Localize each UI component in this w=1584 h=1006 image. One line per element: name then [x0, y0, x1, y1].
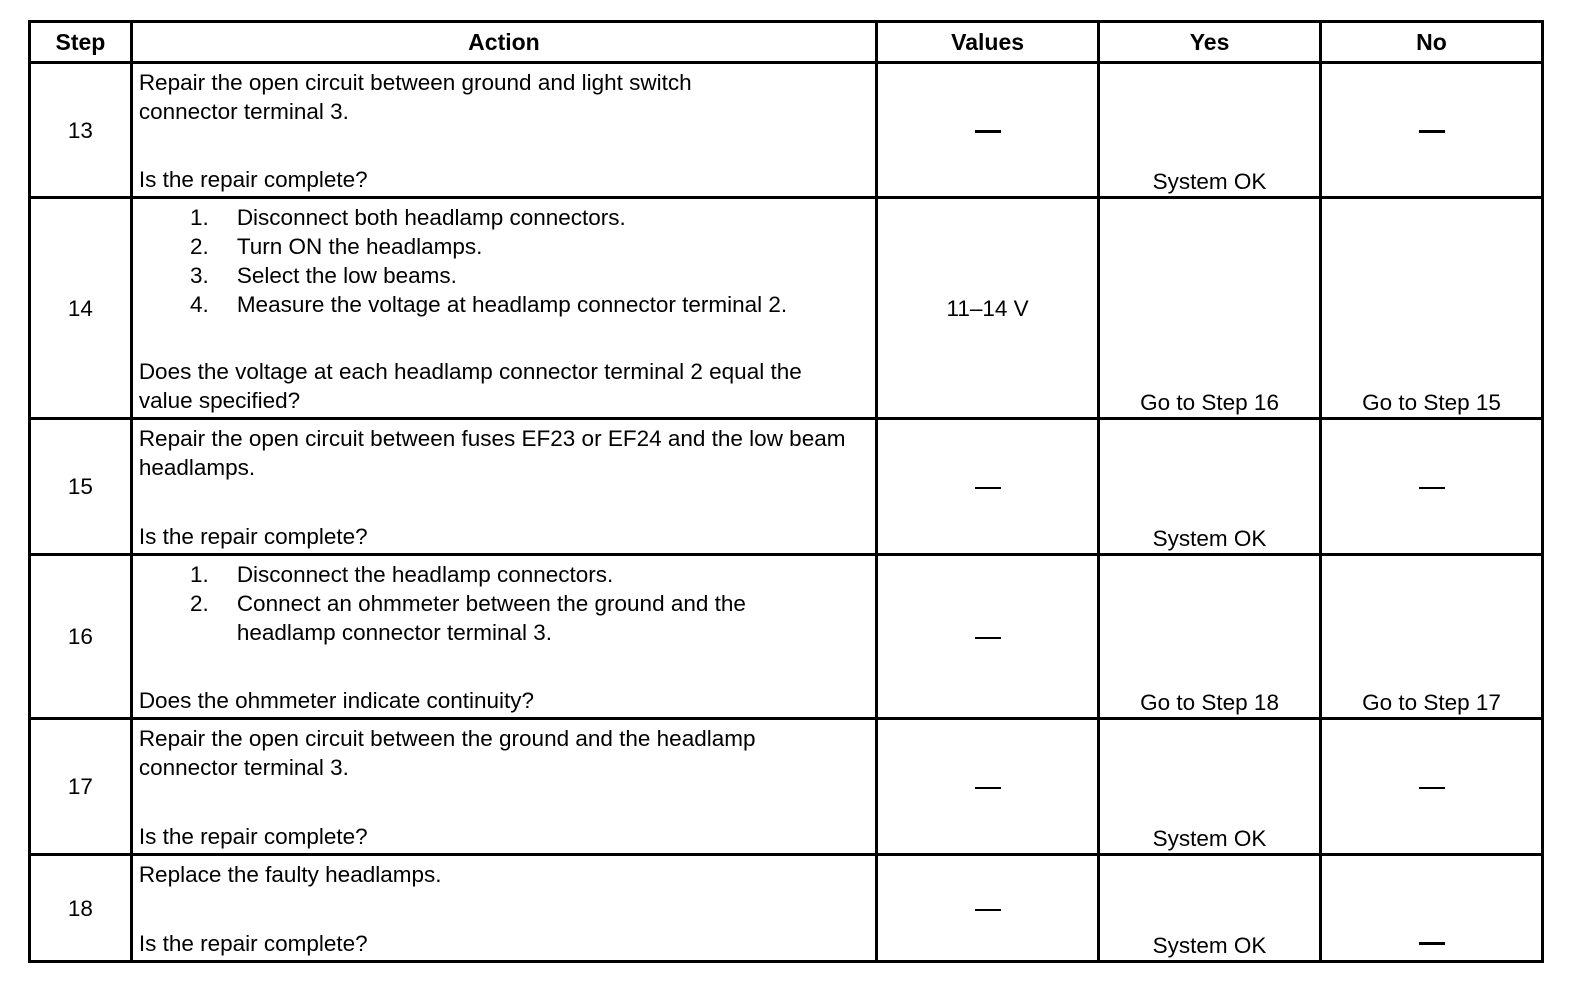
yes-cell: Go to Step 16 — [1099, 198, 1321, 419]
dash-value — [1419, 130, 1445, 133]
dash-value — [975, 787, 1001, 789]
action-cell — [131, 63, 876, 198]
header-values: Values — [877, 22, 1099, 63]
procedure-item: 1. Disconnect both headlamp connectors. — [190, 205, 626, 230]
action-question: Is the repair complete? — [138, 824, 368, 849]
header-no: No — [1321, 22, 1543, 63]
yes-cell: System OK — [1099, 855, 1321, 962]
step-number: 16 — [30, 555, 132, 719]
dash-value — [975, 130, 1001, 133]
action-question: Is the repair complete? — [138, 931, 368, 956]
procedure-item: 1. Disconnect the headlamp connectors. — [190, 562, 614, 587]
no-cell: Go to Step 17 — [1321, 555, 1543, 719]
no-cell — [1321, 719, 1543, 855]
no-cell: Go to Step 15 — [1321, 198, 1543, 419]
procedure-item: 2. Connect an ohmmeter between the ground and the headlamp connector terminal 3. — [190, 591, 746, 645]
dash-value — [975, 637, 1001, 639]
header-yes: Yes — [1099, 22, 1321, 63]
header-row — [30, 22, 1543, 63]
table-row — [30, 419, 1543, 555]
table-row — [30, 555, 1543, 719]
procedure-list — [139, 203, 869, 319]
yes-cell: Go to Step 18 — [1099, 555, 1321, 719]
action-question: Is the repair complete? — [138, 524, 368, 549]
action-cell — [131, 198, 876, 419]
step-number: 18 — [30, 855, 132, 962]
action-question: Does the voltage at each headlamp connector terminal 2 equal the value specified? — [138, 359, 802, 413]
step-number: 14 — [30, 198, 132, 419]
table-row — [30, 63, 1543, 198]
step-number: 15 — [30, 419, 132, 555]
values-cell — [877, 719, 1099, 855]
values-cell — [877, 855, 1099, 962]
dash-value — [1419, 787, 1445, 789]
procedure-item: 4. Measure the voltage at headlamp connector terminal 2. — [190, 292, 788, 317]
step-number: 13 — [30, 63, 132, 198]
values-cell — [877, 63, 1099, 198]
table-row — [30, 198, 1543, 419]
table-row — [30, 855, 1543, 962]
procedure-item: 3. Select the low beams. — [190, 263, 457, 288]
action-text: Repair the open circuit between ground and light switch connector terminal 3. — [138, 70, 692, 124]
procedure-list — [139, 560, 869, 647]
action-cell — [131, 719, 876, 855]
values-cell — [877, 419, 1099, 555]
yes-cell: System OK — [1099, 63, 1321, 198]
no-cell — [1321, 419, 1543, 555]
dash-value — [975, 487, 1001, 489]
dash-value — [1419, 487, 1445, 489]
values-cell: 11–14 V — [877, 198, 1099, 419]
procedure-item: 2. Turn ON the headlamps. — [190, 234, 483, 259]
action-question: Does the ohmmeter indicate continuity? — [138, 688, 535, 713]
no-cell — [1321, 855, 1543, 962]
header-action: Action — [131, 22, 876, 63]
header-step: Step — [30, 22, 132, 63]
action-text: Replace the faulty headlamps. — [138, 862, 442, 887]
diagnostic-table — [28, 20, 1544, 963]
action-cell — [131, 419, 876, 555]
yes-cell: System OK — [1099, 719, 1321, 855]
action-cell — [131, 855, 876, 962]
action-text: Repair the open circuit between the ground and the headlamp connector terminal 3. — [138, 726, 756, 780]
step-number: 17 — [30, 719, 132, 855]
values-cell — [877, 555, 1099, 719]
action-question: Is the repair complete? — [138, 167, 368, 192]
table-row — [30, 719, 1543, 855]
dash-value — [975, 909, 1001, 911]
action-text: Repair the open circuit between fuses EF23 or EF24 and the low beam headlamps. — [138, 426, 846, 480]
dash-value — [1419, 942, 1445, 945]
action-cell — [131, 555, 876, 719]
yes-cell: System OK — [1099, 419, 1321, 555]
no-cell — [1321, 63, 1543, 198]
